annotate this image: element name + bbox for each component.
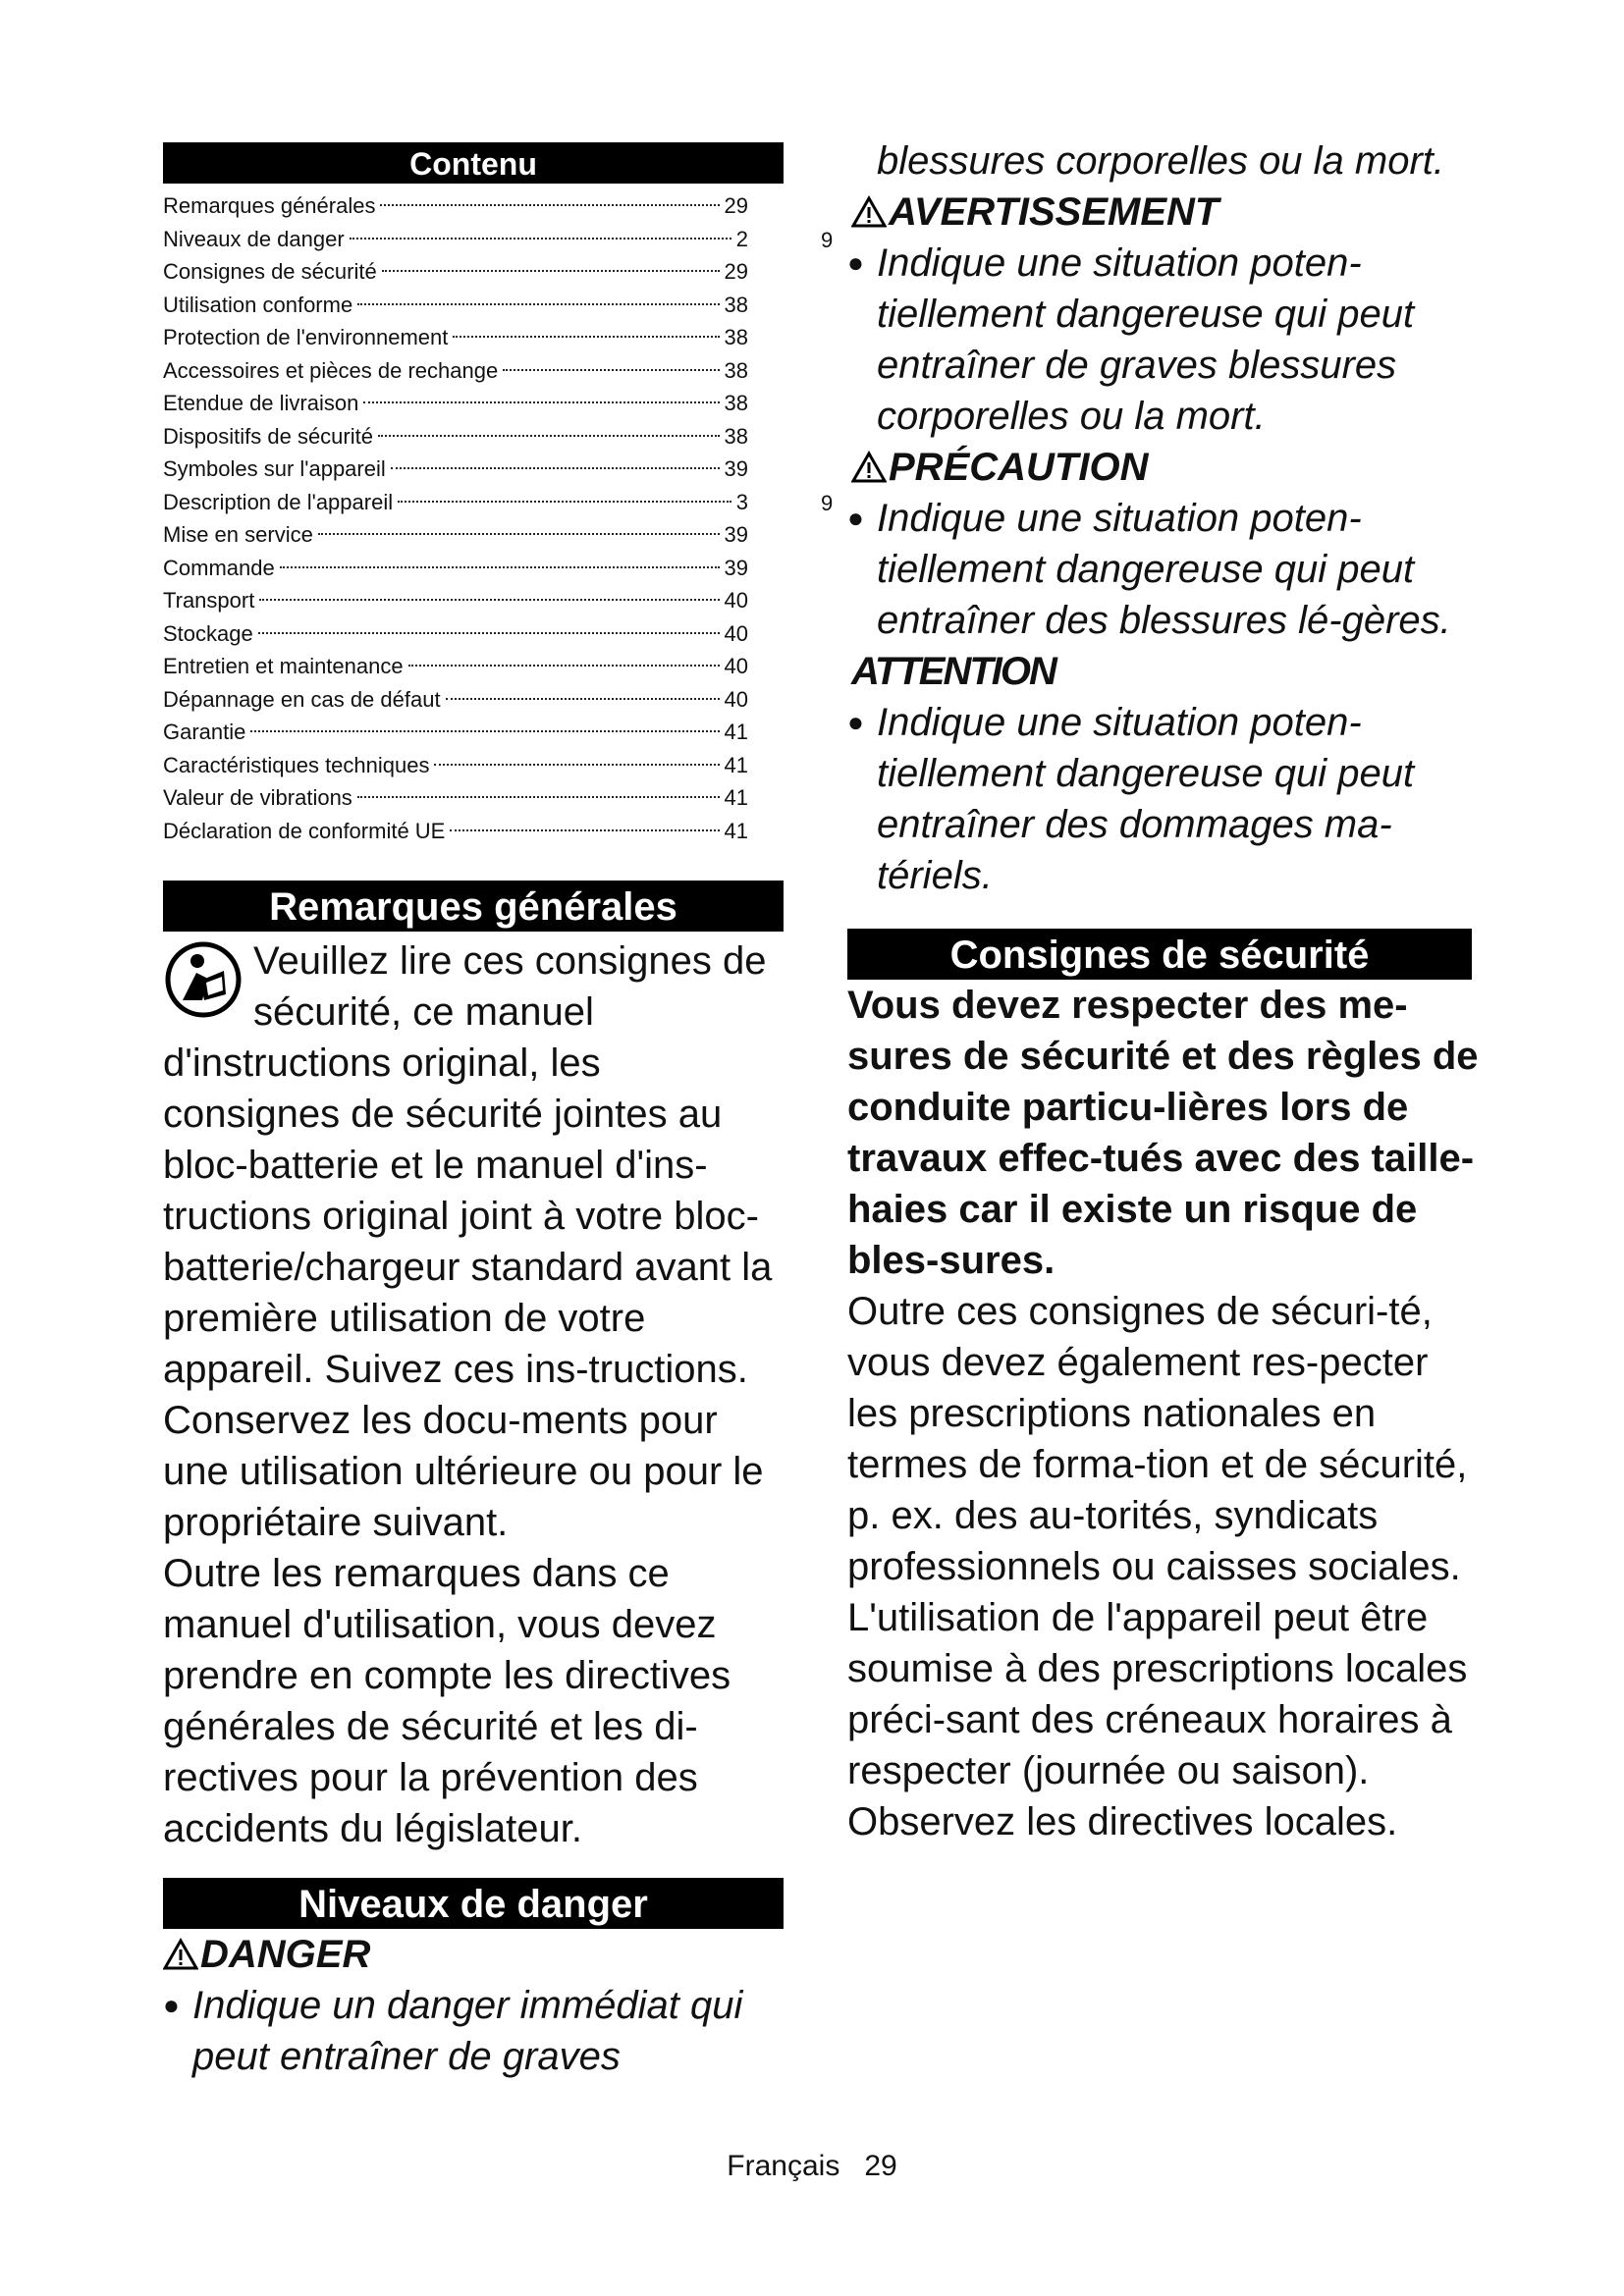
toc-entry-label: Utilisation conforme [163, 292, 353, 317]
toc-entry-page: 3 [735, 489, 748, 514]
toc-entry-label: Accessoires et pièces de rechange [163, 357, 499, 383]
danger-levels-heading: Niveaux de danger [163, 1878, 784, 1929]
general-remarks-body [163, 935, 784, 1548]
toc-leader-dots [258, 632, 720, 634]
toc-leader-dots [446, 698, 720, 700]
toc-leader-dots [503, 369, 719, 371]
toc-entry [163, 354, 784, 388]
toc-entry [163, 781, 784, 815]
toc-leader-dots [391, 467, 720, 469]
toc-entry [163, 321, 784, 354]
table-of-contents [163, 189, 784, 847]
toc-leader-dots [408, 665, 720, 667]
toc-entry-page: 41 [724, 818, 748, 843]
toc-entry-page: 41 [724, 785, 748, 810]
toc-entry [163, 552, 784, 585]
toc-entry [163, 716, 784, 749]
warning-title: AVERTISSEMENT [851, 187, 1486, 238]
caution-description: ● Indique une situation poten-tiellement dangereuse qui peut entraîner des blessures lé-gères. [847, 493, 1486, 646]
toc-entry-page: 40 [724, 686, 748, 712]
toc-entry [163, 749, 784, 782]
toc-entry [163, 617, 784, 651]
toc-leader-dots [259, 599, 719, 601]
toc-entry-label: Transport [163, 588, 255, 613]
warning-description: ● Indique une situation poten-tiellement dangereuse qui peut entraîner de graves blessures corporelles ou la mort. [847, 238, 1486, 442]
footer-language: Français [727, 2150, 840, 2182]
toc-entry-page: 41 [724, 720, 748, 744]
toc-entry-label: Symboles sur l'appareil [163, 456, 386, 481]
toc-entry-label: Dépannage en cas de défaut [163, 686, 441, 712]
toc-entry-page: 38 [724, 292, 748, 317]
toc-entry-page: 40 [724, 620, 748, 646]
read-manual-icon [163, 939, 244, 1020]
toc-entry-label: Dispositifs de sécurité [163, 423, 373, 449]
safety-heading: Consignes de sécurité [847, 929, 1472, 980]
toc-entry [163, 223, 784, 256]
toc-entry-label: Commande [163, 555, 275, 580]
toc-leader-dots [434, 764, 719, 766]
toc-leader-dots [350, 238, 731, 240]
danger-description-cont: blessures corporelles ou la mort. [877, 139, 1445, 183]
warning-triangle-icon [163, 1938, 198, 1971]
toc-entry-label: Stockage [163, 620, 253, 646]
toc-leader-dots [280, 566, 720, 568]
toc-entry-page: 38 [724, 423, 748, 449]
attention-title: ATTENTION [851, 650, 1056, 693]
toc-leader-dots [453, 336, 719, 338]
toc-entry-label: Valeur de vibrations [163, 785, 352, 810]
toc-entry [163, 255, 784, 289]
toc-entry-page: 38 [724, 391, 748, 415]
toc-entry [163, 486, 784, 519]
toc-entry-label: Mise en service [163, 522, 313, 547]
toc-entry-label: Remarques générales [163, 193, 376, 218]
toc-leader-dots [250, 730, 719, 732]
toc-leader-dots [378, 435, 720, 437]
safety-bold-text: Vous devez respecter des me-sures de sécurité et des règles de conduite particu-lières lors de travaux effec-tués avec des taille-haies car il existe un risque de bles-sures. [847, 984, 1479, 1282]
toc-heading: Contenu [163, 142, 784, 184]
toc-entry [163, 420, 784, 454]
toc-entry-label: Garantie [163, 720, 246, 744]
toc-entry-page: 29 [724, 259, 748, 284]
safety-text: Outre ces consignes de sécuri-té, vous devez également res-pecter les prescriptions nationales en termes de forma-tion et de sécurité, p. ex. des au-torités, syndicats professionnels ou caisses sociales. L'utilisation de l'appareil peut être soumise à des prescriptions locales préci-sant des créneaux horaires à respecter (journée ou saison). Observez les directives locales. [847, 1290, 1468, 1843]
toc-entry-label: Consignes de sécurité [163, 259, 377, 284]
right-column [847, 135, 1486, 1847]
footer-page-number: 29 [864, 2150, 897, 2182]
toc-leader-dots [357, 796, 720, 798]
toc-entry-page: 38 [724, 357, 748, 383]
toc-entry [163, 518, 784, 552]
toc-entry-page: 38 [724, 325, 748, 349]
general-remarks-para1: Veuillez lire ces consignes de sécurité, ce manuel d'instructions original, les consignes de sécurité jointes au bloc-batterie et le manuel d'ins-tructions original joint à votre bloc-batterie/chargeur standard avant la première utilisation de votre appareil. Suivez ces ins-tructions. Conservez les docu-ments pour une utilisation ultérieure ou pour le propriétaire suivant. [163, 939, 773, 1544]
toc-entry-label: Caractéristiques techniques [163, 752, 430, 777]
stray-digit: 9 [821, 491, 834, 515]
toc-entry-label: Entretien et maintenance [163, 654, 404, 678]
danger-title: DANGER [163, 1929, 784, 1980]
toc-entry-label: Protection de l'environnement [163, 325, 449, 349]
toc-entry-page: 41 [724, 752, 748, 777]
toc-leader-dots [450, 829, 719, 831]
stray-digit: 9 [821, 228, 834, 252]
warning-triangle-icon [851, 451, 887, 484]
toc-entry [163, 189, 784, 223]
toc-entry-page: 29 [724, 193, 748, 218]
toc-entry [163, 289, 784, 322]
toc-entry-page: 40 [724, 588, 748, 613]
warning-triangle-icon [851, 195, 887, 229]
left-column [163, 142, 784, 2082]
danger-description: ● Indique un danger immédiat qui peut entraîner de graves [163, 1980, 784, 2082]
toc-entry-label: Déclaration de conformité UE [163, 818, 446, 843]
toc-entry-page: 39 [724, 555, 748, 580]
toc-entry [163, 815, 784, 848]
toc-leader-dots [398, 501, 731, 503]
toc-entry [163, 453, 784, 486]
toc-leader-dots [380, 204, 719, 206]
toc-leader-dots [363, 401, 719, 403]
toc-entry [163, 584, 784, 617]
caution-title: PRÉCAUTION [851, 442, 1486, 493]
general-remarks-heading: Remarques générales [163, 881, 784, 932]
toc-entry-page: 39 [724, 522, 748, 547]
toc-leader-dots [382, 270, 720, 272]
toc-entry-page: 2 [735, 226, 748, 251]
toc-leader-dots [357, 303, 719, 305]
attention-description: ● Indique une situation poten-tiellement dangereuse qui peut entraîner des dommages ma-tériels. [847, 697, 1486, 901]
toc-entry [163, 650, 784, 683]
toc-entry-page: 39 [724, 456, 748, 481]
page-footer [0, 2150, 1624, 2183]
toc-leader-dots [318, 533, 720, 535]
toc-entry [163, 387, 784, 420]
toc-entry-label: Niveaux de danger [163, 226, 345, 251]
general-remarks-para2: Outre les remarques dans ce manuel d'utilisation, vous devez prendre en compte les directives générales de sécurité et les di-rectives pour la prévention des accidents du législateur. [163, 1552, 731, 1850]
toc-entry [163, 683, 784, 717]
toc-entry-label: Etendue de livraison [163, 391, 359, 415]
toc-entry-page: 40 [724, 654, 748, 678]
toc-entry-label: Description de l'appareil [163, 489, 394, 514]
